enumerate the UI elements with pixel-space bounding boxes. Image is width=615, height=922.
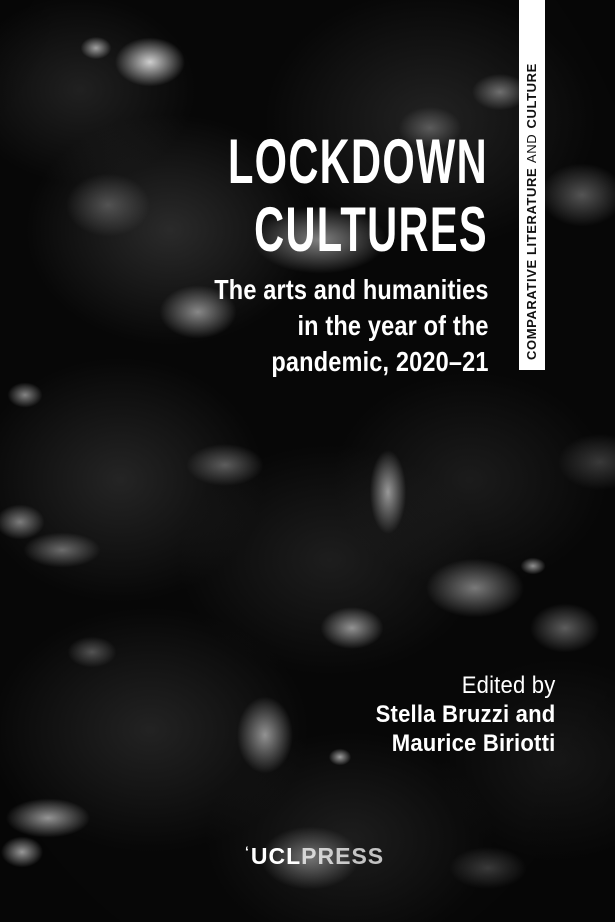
series-strip (519, 0, 545, 370)
title-line-2: CULTURES (254, 195, 488, 265)
publisher-name-ucl: UCL (250, 843, 302, 869)
subtitle-line-1: The arts and humanities (214, 274, 489, 305)
series-part-1: COMPARATIVE LITERATURE (524, 167, 539, 360)
publisher-logo (245, 843, 384, 870)
publisher-name-press: PRESS (301, 843, 385, 869)
editor-names-line-1: Stella Bruzzi and (375, 701, 555, 728)
editor-names-line-2: Maurice Biriotti (391, 730, 555, 757)
series-title (519, 0, 545, 370)
ucl-apostrophe-mark: ʻ (245, 843, 250, 859)
book-title (228, 128, 488, 264)
subtitle-line-3: pandemic, 2020–21 (271, 346, 489, 377)
subtitle-line-2: in the year of the (297, 310, 489, 341)
series-part-2: CULTURE (524, 63, 539, 129)
book-subtitle (215, 272, 489, 380)
title-line-1: LOCKDOWN (227, 127, 488, 197)
series-conjunction: AND (524, 133, 539, 163)
editors-credit (375, 671, 555, 758)
edited-by-label: Edited by (461, 672, 555, 699)
